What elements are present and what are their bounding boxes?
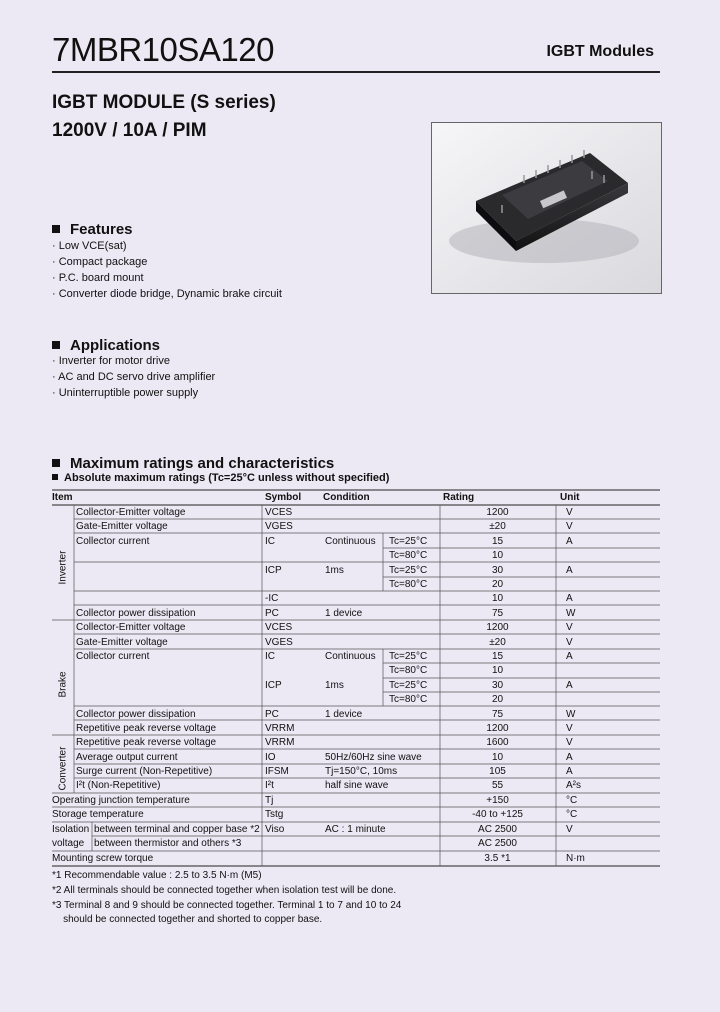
row-rating: 55 [491,780,504,791]
row-symbol: VCES [265,507,293,518]
row-rating: AC 2500 [478,838,517,849]
row-unit: A [566,651,573,662]
row-condition: 1 device [325,608,363,619]
row-symbol: VCES [265,622,293,633]
row-unit: V [566,637,573,648]
group-inverter: Inverter [57,550,69,585]
group-isolation: Isolation [52,824,90,835]
row-symbol: VRRM [265,723,295,734]
footnote: *2 All terminals should be connected together when isolation test will be done. [52,885,397,896]
list-item: · Inverter for motor drive [52,355,170,367]
row-temperature: Tc=25°C [389,680,428,691]
row-symbol: ICP [265,680,282,691]
row-temperature: Tc=25°C [389,536,428,547]
ratings-subheading: Absolute maximum ratings (Tc=25°C unless without specified) [52,472,389,484]
row-rating: ±20 [489,637,506,648]
row-temperature: Tc=80°C [389,550,428,561]
row-symbol: VRRM [265,737,295,748]
row-rating: 15 [491,536,504,547]
row-symbol: PC [265,709,279,720]
row-item: Collector power dissipation [76,608,196,619]
col-symbol: Symbol [265,492,302,503]
row-symbol: -IC [265,593,279,604]
row-unit: A [566,593,573,604]
row-condition: 1ms [325,565,344,576]
row-symbol: Tstg [265,809,284,820]
list-item: · Low VCE(sat) [52,240,127,252]
row-rating: 75 [491,608,504,619]
row-temperature: Tc=25°C [389,651,428,662]
row-condition: 50Hz/60Hz sine wave [325,752,422,763]
row-rating: 1200 [486,507,509,518]
row-unit: V [566,737,573,748]
row-item: Operating junction temperature [52,795,190,806]
series-label: IGBT Modules [546,43,654,60]
row-unit: A [566,536,573,547]
row-item: Collector power dissipation [76,709,196,720]
row-condition: 1ms [325,680,344,691]
row-rating: 20 [491,579,504,590]
row-temperature: Tc=80°C [389,694,428,705]
footnote: *1 Recommendable value : 2.5 to 3.5 N·m (M5) [52,870,262,881]
row-rating: 75 [491,709,504,720]
row-rating: 1200 [486,622,509,633]
row-item: Gate-Emitter voltage [76,521,168,532]
list-item: · P.C. board mount [52,272,144,284]
row-rating: 105 [489,766,506,777]
row-temperature: Tc=25°C [389,565,428,576]
row-unit: V [566,723,573,734]
list-item: · Converter diode bridge, Dynamic brake circuit [52,288,282,300]
row-symbol: IFSM [265,766,289,777]
row-rating: 10 [491,752,504,763]
row-condition: Continuous [325,536,376,547]
row-condition: Continuous [325,651,376,662]
row-temperature: Tc=80°C [389,665,428,676]
col-condition: Condition [323,492,370,503]
row-item: Collector current [76,651,150,662]
row-unit: N·m [566,853,585,864]
row-rating: -40 to +125 [472,809,523,820]
row-symbol: IC [265,651,275,662]
row-unit: °C [566,795,578,806]
row-item: between thermistor and others *3 [94,838,242,849]
row-rating: 30 [491,565,504,576]
row-rating: 10 [491,593,504,604]
row-rating: 10 [491,550,504,561]
part-number: 7MBR10SA120 [52,31,274,68]
row-rating: AC 2500 [478,824,517,835]
row-item: between terminal and copper base *2 [94,824,260,835]
row-item: Surge current (Non-Repetitive) [76,766,213,777]
row-item: I²t (Non-Repetitive) [76,780,161,791]
row-unit: A [566,680,573,691]
row-symbol: VGES [265,637,293,648]
row-symbol: IC [265,536,275,547]
row-rating: 3.5 *1 [484,853,511,864]
row-item: Repetitive peak reverse voltage [76,723,217,734]
col-unit: Unit [560,492,580,503]
group-voltage: voltage [52,838,85,849]
col-item: Item [52,492,73,503]
row-item: Mounting screw torque [52,853,154,864]
row-item: Collector-Emitter voltage [76,622,186,633]
row-item: Collector-Emitter voltage [76,507,186,518]
row-unit: A [566,752,573,763]
row-condition: AC : 1 minute [325,824,386,835]
row-rating: 30 [491,680,504,691]
row-condition: half sine wave [325,780,389,791]
row-unit: A [566,565,573,576]
row-rating: 10 [491,665,504,676]
row-item: Repetitive peak reverse voltage [76,737,217,748]
row-rating: 15 [491,651,504,662]
col-rating: Rating [443,492,475,503]
row-item: Average output current [76,752,178,763]
list-item: · Compact package [52,256,148,268]
row-unit: V [566,622,573,633]
row-condition: 1 device [325,709,363,720]
footnote: should be connected together and shorted to copper base. [52,914,323,925]
row-unit: V [566,507,573,518]
row-rating: 1600 [486,737,509,748]
row-rating: ±20 [489,521,506,532]
row-symbol: VGES [265,521,293,532]
group-brake: Brake [57,671,69,698]
row-unit: W [566,608,576,619]
row-unit: °C [566,809,578,820]
group-converter: Converter [57,746,69,791]
applications-heading: Applications [52,337,160,354]
row-rating: +150 [486,795,509,806]
row-unit: V [566,824,573,835]
list-item: · AC and DC servo drive amplifier [52,371,216,383]
list-item: · Uninterruptible power supply [52,387,199,399]
row-symbol: I²t [265,780,274,791]
row-unit: A²s [566,780,581,791]
module-subtitle: 1200V / 10A / PIM [52,120,207,141]
features-heading: Features [52,221,133,238]
row-unit: W [566,709,576,720]
row-item: Gate-Emitter voltage [76,637,168,648]
row-item: Collector current [76,536,150,547]
module-title: IGBT MODULE (S series) [52,92,276,113]
row-symbol: IO [265,752,276,763]
row-temperature: Tc=80°C [389,579,428,590]
row-symbol: ICP [265,565,282,576]
row-item: Storage temperature [52,809,144,820]
row-symbol: Viso [265,824,285,835]
row-unit: A [566,766,573,777]
row-condition: Tj=150°C, 10ms [325,766,398,777]
footnote: *3 Terminal 8 and 9 should be connected together. Terminal 1 to 7 and 10 to 24 [52,900,402,911]
ratings-heading: Maximum ratings and characteristics [52,455,334,472]
row-symbol: Tj [265,795,274,806]
row-rating: 20 [491,694,504,705]
row-unit: V [566,521,573,532]
row-rating: 1200 [486,723,509,734]
row-symbol: PC [265,608,279,619]
